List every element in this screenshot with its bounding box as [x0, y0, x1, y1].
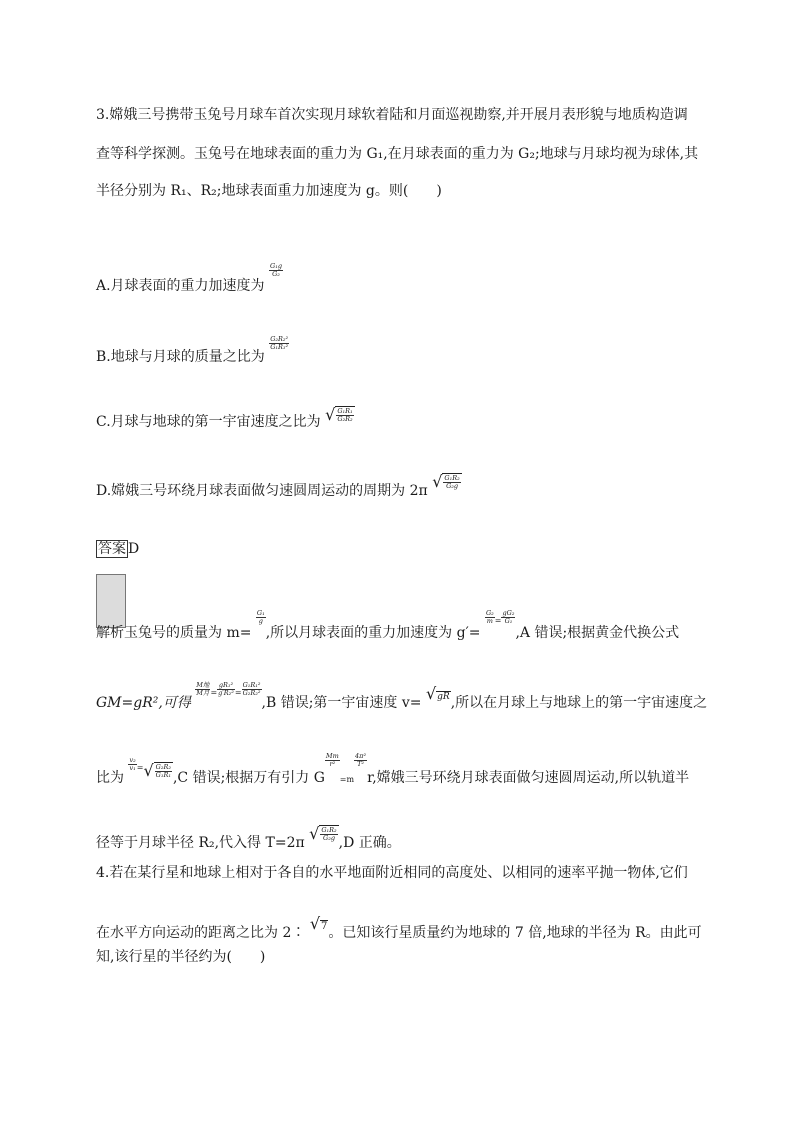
- fraction-denominator: M月: [196, 689, 210, 697]
- analysis-text: ,所以月球表面的重力加速度为 g′=: [265, 625, 481, 641]
- analysis-fraction: [195, 682, 210, 697]
- q4-line-3: 知,该行星的半径约为( ): [96, 949, 266, 965]
- analysis-fraction: [354, 753, 367, 768]
- fraction-denominator: r²: [329, 760, 336, 768]
- option-b-fraction: [269, 336, 289, 351]
- fraction-denominator: G₂g: [323, 833, 335, 842]
- fraction-numerator: G₁R₂: [321, 825, 337, 834]
- analysis-text: 比为: [96, 770, 124, 786]
- fraction-denominator: v₁: [129, 764, 136, 772]
- fraction-denominator: G₁: [504, 617, 513, 625]
- option-a-fraction: [269, 263, 283, 278]
- option-b-text: B.地球与月球的质量之比为: [96, 349, 265, 365]
- option-b-numerator: G₂R₂²: [270, 335, 289, 343]
- analysis-text: ,所以在月球上与地球上的第一宇宙速度之: [450, 695, 708, 711]
- equals-sign: =: [494, 616, 502, 625]
- analysis-line-2: GM=gR²,可得 $\frac{\text{M地}}{\text{M月}}$ = $\frac{\text{gR₁²}}{\text{g′R₂²}}$ = $\frac{\text{G₁R₁²}}{\text{G₂R₂²}}$ ,B 错误;第一宇宙速度 v= √ gR ,所以在月球上与地球上的第一宇宙速度之: [96, 681, 708, 711]
- analysis-sqrt: [309, 825, 339, 842]
- q3-line-2: 查等科学探测。玉兔号在地球表面的重力为 G₁,在月球表面的重力为 G₂;地球与月球均视为球体,其: [96, 146, 699, 162]
- analysis-line-4: [96, 825, 401, 852]
- fraction-numerator: M地: [196, 681, 210, 689]
- option-d-text: D.嫦娥三号环绕月球表面做匀速圆周运动的周期为 2π: [96, 483, 428, 499]
- option-b-denominator: G₁R₁²: [270, 343, 289, 351]
- sqrt-content: gR: [437, 692, 450, 702]
- q4-line-1: 4.若在某行星和地球上相对于各自的水平地面附近相同的高度处、以相同的速率平抛一物体,它们: [96, 865, 688, 881]
- fraction-denominator: G₁R₁: [155, 770, 171, 779]
- fraction-numerator: 4π²: [355, 752, 367, 760]
- sqrt-icon: √: [425, 684, 437, 703]
- fraction-numerator: gR₁²: [218, 681, 234, 689]
- analysis-fraction: [256, 610, 266, 625]
- option-d: [96, 473, 462, 500]
- analysis-label: 解析: [96, 625, 124, 641]
- analysis-text: GM=gR²,可得: [96, 695, 191, 711]
- fraction-denominator: m: [486, 617, 493, 625]
- q4-text: 在水平方向运动的距离之比为 2∶: [96, 925, 306, 941]
- fraction-numerator: G₂R₂: [155, 762, 171, 771]
- answer-value: D: [128, 541, 140, 557]
- fraction-denominator: T²: [357, 760, 365, 768]
- analysis-text: ,D 正确。: [338, 835, 401, 851]
- analysis-sqrt: [143, 762, 173, 779]
- sqrt-content: 7: [321, 921, 328, 932]
- analysis-text: ,B 错误;第一宇宙速度 v=: [261, 695, 422, 711]
- equals-sign: =m: [339, 775, 355, 784]
- analysis-line-1: [96, 610, 679, 642]
- option-b: [96, 336, 289, 366]
- option-a-numerator: G₁g: [270, 262, 282, 270]
- fraction-denominator: g′R₂²: [218, 689, 234, 697]
- analysis-text: ,A 错误;根据黄金代换公式: [515, 625, 680, 641]
- analysis-text: 玉兔号的质量为 m=: [124, 625, 252, 641]
- analysis-text: 径等于月球半径 R₂,代入得 T=2π: [96, 835, 305, 851]
- analysis-fraction: [217, 682, 235, 697]
- analysis-fraction: [242, 682, 262, 697]
- analysis-text: ,C 错误;根据万有引力 G: [172, 770, 325, 786]
- fraction-numerator: v₂: [129, 756, 136, 764]
- analysis-fraction: [128, 757, 136, 772]
- sqrt-icon: √: [309, 824, 320, 843]
- fraction-denominator: G₂R₂²: [242, 689, 261, 697]
- q3-line-1: 3.嫦娥三号携带玉兔号月球车首次实现月球软着陆和月面巡视勘察,并开展月表形貌与地质构造调: [96, 107, 688, 123]
- fraction-numerator: gG₂: [502, 609, 515, 617]
- fraction-numerator: Mm: [325, 752, 339, 760]
- analysis-fraction: [501, 610, 515, 625]
- option-a-text: A.月球表面的重力加速度为: [96, 278, 265, 294]
- fraction-numerator: G₁: [256, 609, 265, 617]
- q4-line-2: [96, 916, 702, 942]
- analysis-fraction: [325, 753, 340, 768]
- answer-label: 答案: [98, 541, 126, 557]
- option-c-numerator: G₁R₁: [337, 406, 353, 415]
- option-c-sqrt: [325, 406, 355, 423]
- fraction-denominator: g: [258, 617, 263, 625]
- option-d-sqrt: [432, 473, 462, 490]
- analysis-fraction: [485, 610, 495, 625]
- option-c: [96, 406, 355, 431]
- analysis-line-3: 比为 $\frac{\text{v₂}}{\text{v₁}}$ = √ $\frac{\text{G₂R₂}}{\text{G₁R₁}}$ ,C 错误;根据万有引力 G $\frac{Mm}{\text{r²}}$ =m $\frac{\text{4π²}}{\text{T²}}$ r,嫦娥三号环绕月球表面做匀速圆周运动,所以轨道半: [96, 752, 690, 786]
- sqrt-icon: √: [309, 914, 321, 933]
- option-c-text: C.月球与地球的第一宇宙速度之比为: [96, 414, 321, 430]
- option-a: [96, 263, 283, 295]
- fraction-numerator: G₁R₁²: [242, 681, 261, 689]
- q4-text: 。已知该行星质量约为地球的 7 倍,地球的半径为 R。由此可: [328, 925, 702, 941]
- q3-line-3: 半径分别为 R₁、R₂;地球表面重力加速度为 g。则( ): [96, 183, 442, 199]
- option-a-denominator: G₂: [272, 270, 280, 278]
- answer-line: [96, 538, 139, 558]
- fraction-numerator: G₂: [485, 609, 494, 617]
- option-d-denominator: G₂g: [446, 481, 459, 490]
- option-d-numerator: G₁R₂: [444, 473, 460, 482]
- sqrt-icon: √: [325, 405, 336, 424]
- sqrt-icon: √: [143, 761, 154, 780]
- analysis-text: r,嫦娥三号环绕月球表面做匀速圆周运动,所以轨道半: [367, 770, 690, 786]
- option-c-denominator: G₂R₂: [337, 414, 353, 423]
- sqrt-icon: √: [432, 472, 443, 491]
- analysis-sqrt: [426, 686, 451, 702]
- q4-sqrt: [310, 916, 329, 932]
